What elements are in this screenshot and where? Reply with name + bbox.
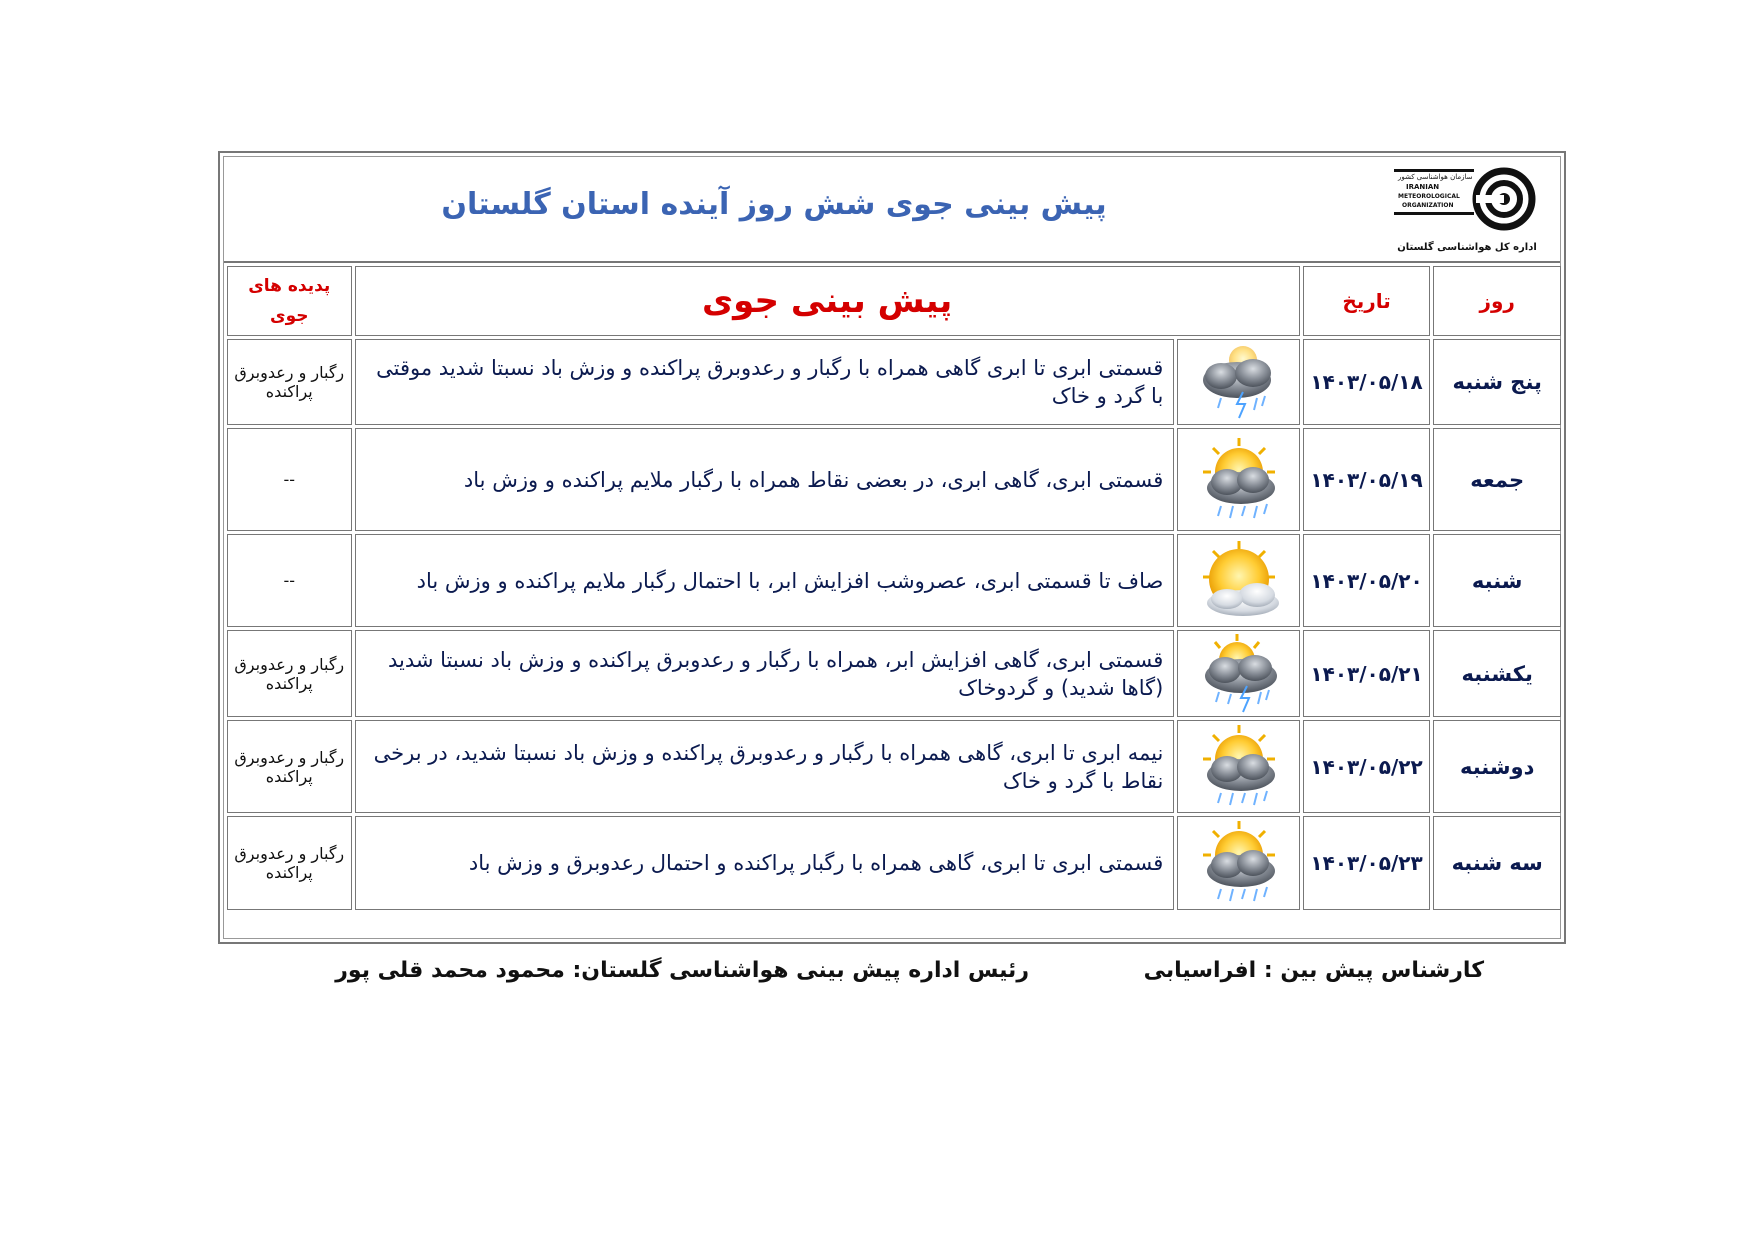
logo-line-3: METEOROLOGICAL — [1398, 193, 1460, 200]
row-icon-cell — [1177, 428, 1299, 531]
row-date: ۱۴۰۳/۰۵/۱۹ — [1303, 428, 1431, 531]
row-day: جمعه — [1433, 428, 1561, 531]
column-header-phenomena — [227, 266, 352, 336]
row-icon-cell — [1177, 816, 1299, 910]
page-title: پیش بینی جوی شش روز آینده استان گلستان — [441, 187, 1107, 222]
row-day: پنج شنبه — [1433, 339, 1561, 425]
row-date: ۱۴۰۳/۰۵/۲۳ — [1303, 816, 1431, 910]
row-day: شنبه — [1433, 534, 1561, 627]
logo-line-4: ORGANIZATION — [1402, 202, 1454, 209]
row-forecast: صاف تا قسمتی ابری، عصروشب افزایش ابر، با احتمال رگبار ملایم پراکنده و وزش باد — [355, 534, 1175, 627]
sun-cloud-rain-icon — [1191, 723, 1287, 811]
row-forecast: قسمتی ابری تا ابری، گاهی همراه با رگبار پراکنده و احتمال رعدوبرق و وزش باد — [355, 816, 1175, 910]
row-icon-cell — [1177, 720, 1299, 813]
row-forecast: نیمه ابری تا ابری، گاهی همراه با رگبار و رعدوبرق پراکنده و وزش باد نسبتا شدید، در برخی نقاط با گرد و خاک — [355, 720, 1175, 813]
table-row — [227, 339, 1561, 425]
organization-logo — [1392, 167, 1542, 253]
forecast-table — [224, 263, 1564, 913]
row-day: سه شنبه — [1433, 816, 1561, 910]
column-header-day: روز — [1433, 266, 1561, 336]
table-row — [227, 428, 1561, 531]
row-forecast: قسمتی ابری تا ابری گاهی همراه با رگبار و رعدوبرق پراکنده و وزش باد نسبتا شدید موقتی با گرد و خاک — [355, 339, 1175, 425]
sun-cloud-rain-icon — [1191, 819, 1287, 907]
logo-line-1: سازمان هواشناسی کشور — [1398, 173, 1473, 181]
logo-caption: اداره کل هواشناسی گلستان — [1397, 242, 1537, 253]
row-icon-cell — [1177, 534, 1299, 627]
logo-line-2: IRANIAN — [1406, 183, 1440, 191]
thunderstorm-rain-icon — [1191, 340, 1287, 424]
row-phenomena: رگبار و رعدوبرق پراکنده — [227, 339, 352, 425]
table-row — [227, 816, 1561, 910]
iran-meteorological-organization-logo-icon — [1392, 167, 1542, 237]
row-phenomena: رگبار و رعدوبرق پراکنده — [227, 720, 352, 813]
row-icon-cell — [1177, 339, 1299, 425]
row-phenomena: -- — [227, 428, 352, 531]
row-date: ۱۴۰۳/۰۵/۲۲ — [1303, 720, 1431, 813]
column-header-date: تاریخ — [1303, 266, 1431, 336]
column-header-phenomena-text: پدیده های جوی — [248, 276, 331, 326]
table-row — [227, 720, 1561, 813]
sheet-inner-border — [223, 156, 1561, 939]
table-header-row — [227, 266, 1561, 336]
row-forecast: قسمتی ابری، گاهی افزایش ابر، همراه با رگبار و رعدوبرق پراکنده و وزش باد نسبتا شدید (گاها شدید) و گردوخاک — [355, 630, 1175, 717]
table-row — [227, 534, 1561, 627]
sun-partly-cloudy-icon — [1191, 539, 1287, 623]
table-row — [227, 630, 1561, 717]
head-of-forecasting: رئیس اداره پیش بینی هواشناسی گلستان: محمود محمد قلی پور — [335, 958, 1029, 983]
row-date: ۱۴۰۳/۰۵/۱۸ — [1303, 339, 1431, 425]
sun-cloud-rain-icon — [1191, 436, 1287, 524]
row-phenomena: -- — [227, 534, 352, 627]
forecaster-signature: کارشناس پیش بین : افراسیابی — [1143, 958, 1484, 983]
forecast-sheet — [218, 151, 1566, 944]
title-row — [224, 157, 1560, 263]
row-day: دوشنبه — [1433, 720, 1561, 813]
sun-thunderstorm-icon — [1191, 632, 1287, 716]
row-date: ۱۴۰۳/۰۵/۲۱ — [1303, 630, 1431, 717]
row-day: یکشنبه — [1433, 630, 1561, 717]
row-date: ۱۴۰۳/۰۵/۲۰ — [1303, 534, 1431, 627]
row-forecast: قسمتی ابری، گاهی ابری، در بعضی نقاط همراه با رگبار ملایم پراکنده و وزش باد — [355, 428, 1175, 531]
row-phenomena: رگبار و رعدوبرق پراکنده — [227, 816, 352, 910]
column-header-forecast: پیش بینی جوی — [355, 266, 1300, 336]
row-icon-cell — [1177, 630, 1299, 717]
row-phenomena: رگبار و رعدوبرق پراکنده — [227, 630, 352, 717]
